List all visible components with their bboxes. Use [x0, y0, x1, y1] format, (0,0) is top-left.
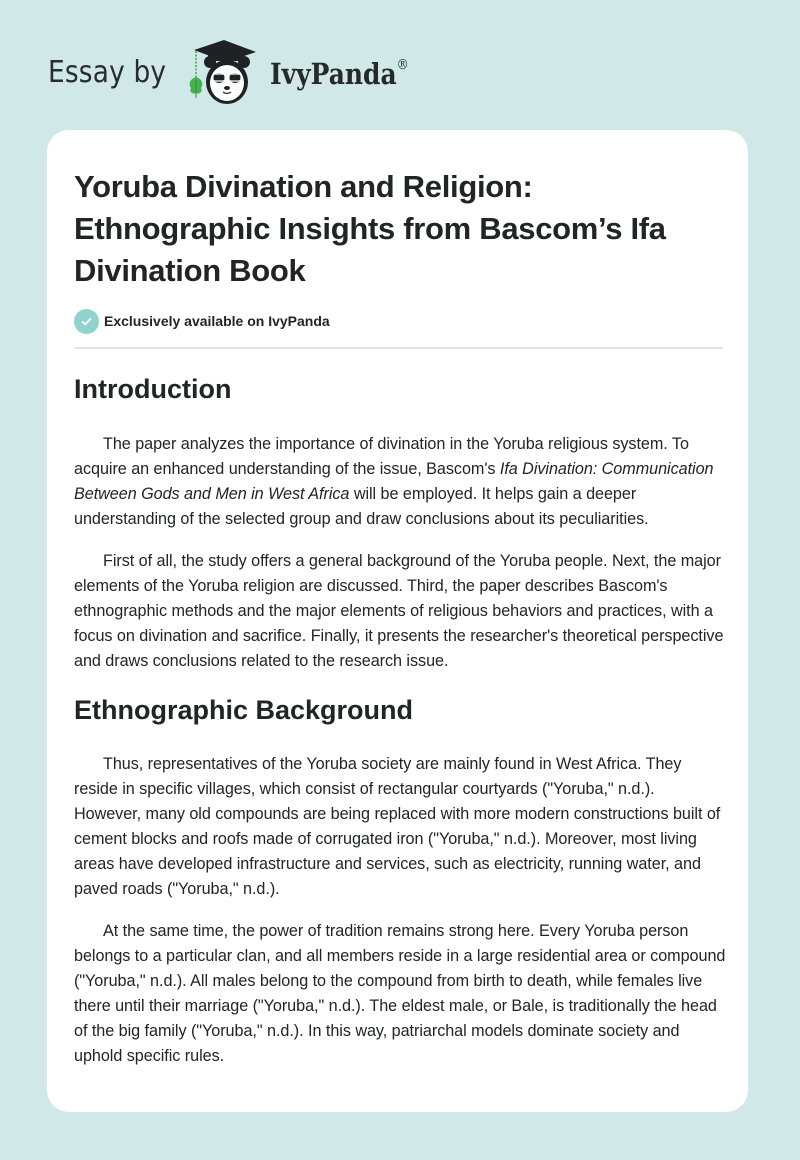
- brand-name: IvyPanda®: [270, 57, 409, 91]
- title-divider: [74, 347, 723, 349]
- paragraph: The paper analyzes the importance of divination in the Yoruba religious system. To acquire an enhanced understanding of the issue, Bascom's Ifa Divination: Communication Between Gods and Men in West Africa will be employed. It helps gain a deeper understanding of the selected group and draw conclusions about its peculiarities.: [74, 435, 714, 528]
- registered-mark: ®: [396, 57, 409, 74]
- paragraph: Thus, representatives of the Yoruba society are mainly found in West Africa. They reside in specific villages, which consist of rectangular courtyards ("Yoruba," n.d.). However, many old compounds are being replaced with more modern constructions built of cement blocks and roofs made of corrugated iron ("Yoruba," n.d.). Moreover, most living areas have developed infrastructure and services, such as electricity, running water, and paved roads ("Yoruba," n.d.).: [74, 755, 721, 898]
- essay-card: [47, 130, 748, 1112]
- essay-by-label: Essay by: [48, 54, 167, 90]
- section-heading-introduction: Introduction: [74, 374, 232, 404]
- book-title: Ifa Divination: Communication Between Gods and Men in West Africa: [74, 460, 714, 503]
- section-heading-ethnographic-background: Ethnographic Background: [74, 695, 414, 725]
- check-circle-icon: [74, 309, 99, 334]
- paragraph: At the same time, the power of tradition remains strong here. Every Yoruba person belongs to a particular clan, and all members reside in a large residential area or compound ("Yoruba," n.d.). All males belong to the compound from birth to death, while females live there until their marriage ("Yoruba," n.d.). The eldest male, or Bale, is traditionally the head of the big family ("Yoruba," n.d.). In this way, patriarchal models dominate society and uphold specific rules.: [74, 922, 726, 1065]
- essay-title: Yoruba Divination and Religion: Ethnographic Insights from Bascom’s Ifa Divination Book: [74, 169, 666, 288]
- paragraph: First of all, the study offers a general background of the Yoruba people. Next, the major elements of the Yoruba religion are discussed. Third, the paper describes Bascom's ethnographic methods and the major elements of religious behaviors and practices, with a focus on divination and sacrifice. Finally, it presents the researcher's theoretical perspective and draws conclusions related to the research issue.: [74, 552, 724, 670]
- exclusive-badge-text: Exclusively available on IvyPanda: [104, 313, 330, 329]
- site-header-brand[interactable]: [48, 36, 432, 108]
- exclusive-badge: [74, 308, 726, 334]
- essay-content: [74, 166, 726, 1069]
- panda-graduate-logo-icon: [180, 36, 266, 108]
